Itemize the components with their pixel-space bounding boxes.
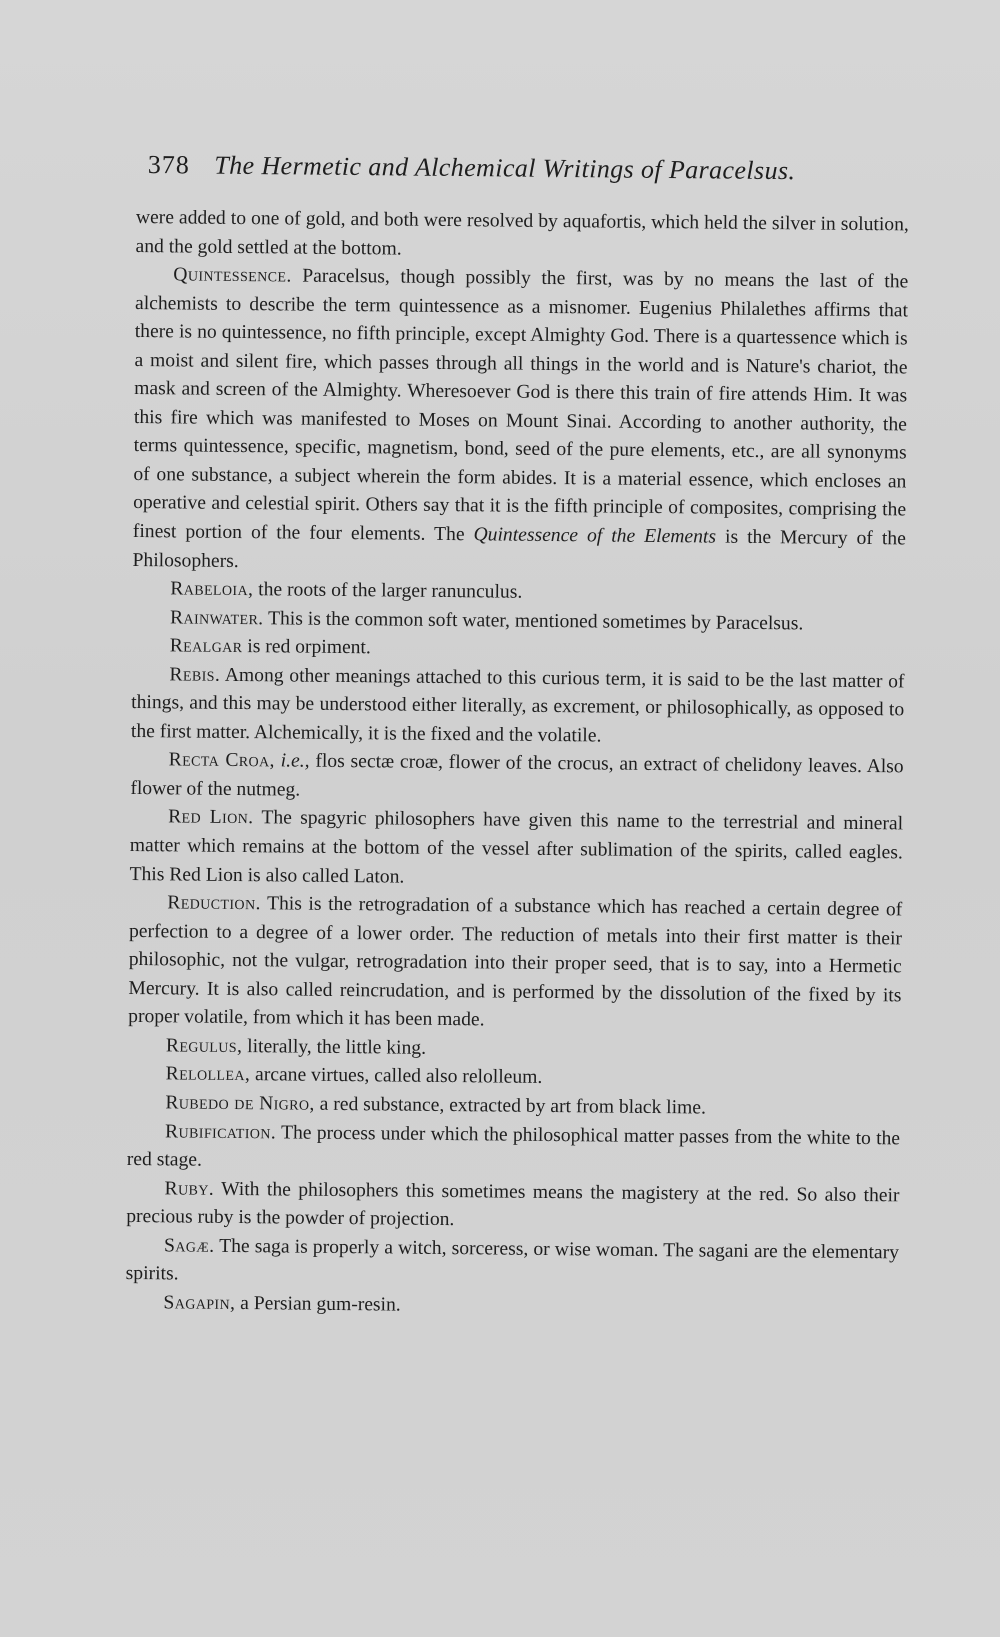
- entry-text: With the philosophers this sometimes means the magistery at the red. So also their precious ruby is the powder of projection.: [126, 1178, 900, 1231]
- entry-text: The spagyric philosophers have given this name to the terrestrial and mineral matter which remains at the bottom of the vessel after sublimation of the spirits, called eagles. This Red Lion is also called Laton.: [129, 807, 904, 888]
- glossary-entry: [130, 746, 904, 811]
- entry-italic-text: Quintessence of the Elements: [473, 524, 717, 548]
- entry-term: Quintessence.: [173, 264, 292, 287]
- page-body: [125, 204, 909, 1325]
- running-header: [148, 150, 888, 187]
- entry-term: Reduction.: [167, 892, 261, 915]
- entry-text: The saga is properly a witch, sorceress, or wise woman. The sagani are the elementary spirits.: [125, 1235, 900, 1285]
- entry-term: Rubification.: [164, 1120, 277, 1143]
- running-title: The Hermetic and Alchemical Writings of Paracelsus.: [214, 150, 796, 186]
- glossary-entry: [132, 261, 908, 582]
- page-number: 378: [147, 150, 190, 180]
- entry-text: The process under which the philosophical matter passes from the white to the red stage.: [126, 1121, 901, 1171]
- glossary-entry: [125, 1289, 898, 1325]
- entry-term: Sagæ.: [163, 1235, 215, 1257]
- entry-term: Rabeloia,: [170, 578, 254, 601]
- entry-text: literally, the little king.: [242, 1035, 427, 1059]
- glossary-entries: [125, 261, 908, 1325]
- entry-text: is red orpiment.: [242, 636, 371, 659]
- entry-term: Rainwater.: [169, 607, 264, 629]
- entry-text-continued: is the Mercury of the Philosophers.: [132, 526, 906, 572]
- glossary-entry: [129, 803, 903, 896]
- entry-text: Among other meanings attached to this curious term, it is said to be the last matter of things, and this may be understood either literally, as excrement, or philosophically, as opposed to the first matter. Alchemically, it is the fixed and the volatile.: [130, 664, 905, 747]
- entry-term: Sagapin,: [163, 1292, 236, 1314]
- entry-term: Recta Croa,: [168, 749, 276, 772]
- entry-text: a red substance, extracted by art from black lime.: [314, 1093, 707, 1119]
- glossary-entry: [131, 661, 905, 754]
- entry-text: the roots of the larger ranunculus.: [253, 579, 523, 603]
- entry-text: arcane virtues, called also relolleum.: [250, 1064, 543, 1089]
- entry-term: Rubedo de Nigro,: [165, 1092, 315, 1115]
- entry-text: This is the common soft water, mentioned sometimes by Paracelsus.: [263, 607, 804, 635]
- entry-term: Regulus,: [165, 1035, 243, 1057]
- entry-term: Realgar: [169, 635, 243, 658]
- entry-term: Relollea,: [165, 1063, 251, 1086]
- glossary-entry: [127, 1117, 901, 1182]
- entry-text: Paracelsus, though possibly the first, was by no means the last of the alchemists to describe the term quintessence as a misnomer. Eugenius Philalethes affirms that there is no quintessence, no fifth principle, except Almighty God. There is a quartessence which is a moist and silent fire, which passes through all things in the world and is Nature's chariot, the mask and screen of the Almighty. Wheresoever God is there this train of fire attends Him. It was this fire which was manifested to Moses on Mount Sinai. According to another authority, the terms quintessence, specific, magnetism, bond, seed of the pure elements, etc., are all synonyms of one substance, a subject wherein the form abides. It is a material essence, which encloses an operative and celestial spirit. Others say that it is the fifth principle of composites, comprising the finest portion of the four elements. The: [132, 265, 909, 546]
- entry-term: Red Lion.: [168, 806, 254, 829]
- entry-text: This is the retrogradation of a substance which has reached a certain degree of perfection to a degree of a lower order. The reduction of metals into their first matter is their philosophic, not the vulgar, retrogradation into their proper seed, that is to say, into a Hermetic Mercury. It is also called reincrudation, and is performed by the dissolution of the fixed by its proper volatile, from which it has been made.: [128, 893, 903, 1031]
- glossary-entry: [126, 1232, 900, 1297]
- entry-term: Rebis.: [169, 664, 221, 686]
- glossary-entry: [126, 1175, 900, 1240]
- entry-text: a Persian gum-resin.: [235, 1292, 401, 1316]
- entry-term: Ruby.: [164, 1177, 215, 1200]
- entry-italic-text: i.e.,: [280, 750, 310, 773]
- entry-text-continued: flos sectæ croæ, flower of the crocus, an extract of chelidony leaves. Also flower of the nutmeg.: [130, 751, 904, 801]
- continuation-paragraph: were added to one of gold, and both were resolved by aquafortis, which held the silver in solution, and the gold settled at the bottom.: [135, 206, 909, 260]
- glossary-entry: [128, 889, 902, 1039]
